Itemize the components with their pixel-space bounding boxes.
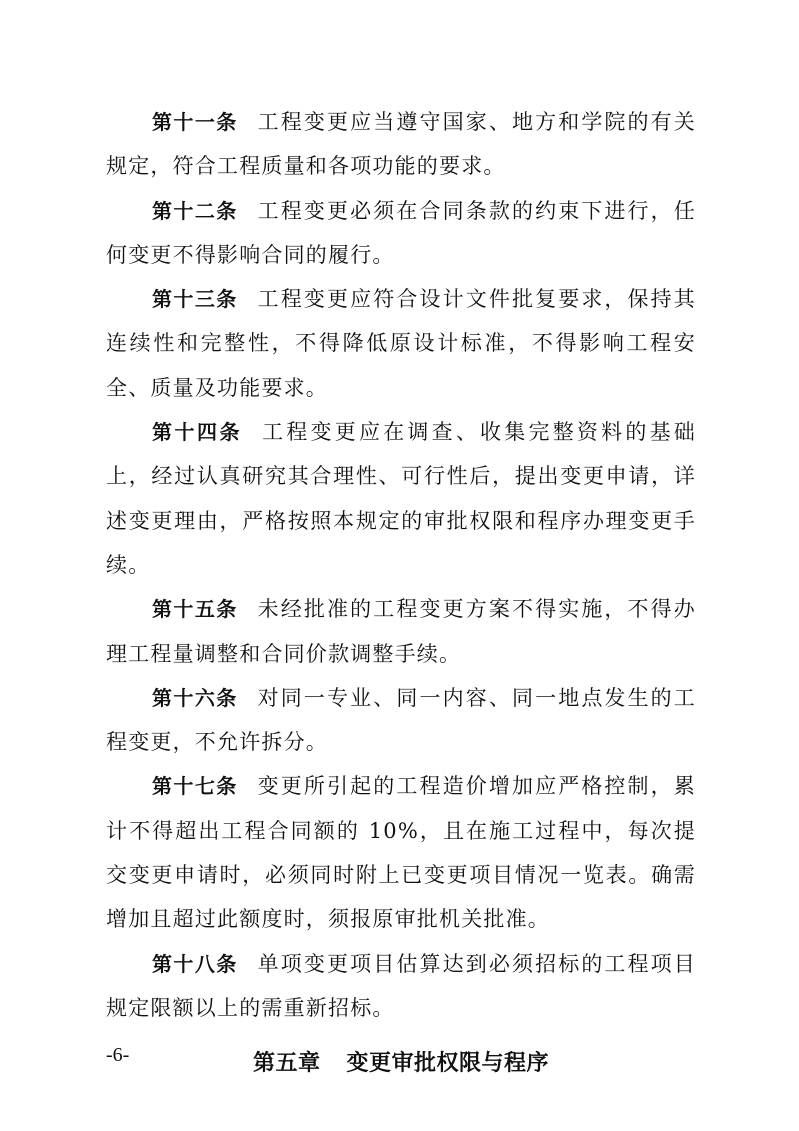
chapter-number: 第五章 [252, 1050, 321, 1077]
article-number: 第十三条 [152, 287, 238, 312]
article-13 [106, 277, 696, 410]
document-body [106, 100, 696, 1088]
article-16 [106, 676, 696, 765]
article-number: 第十八条 [152, 951, 238, 976]
article-11 [106, 100, 696, 189]
article-12 [106, 189, 696, 278]
article-15 [106, 587, 696, 676]
article-text: 工程变更应符合设计文件批复要求，保持其连续性和完整性，不得降低原设计标准，不得影响工程安全、质量及功能要求。 [106, 287, 696, 400]
chapter-heading [106, 1038, 696, 1088]
article-18 [106, 942, 696, 1031]
article-number: 第十六条 [152, 685, 238, 710]
page-number: -6- [106, 1044, 130, 1066]
article-text: 对同一专业、同一内容、同一地点发生的工程变更，不允许拆分。 [106, 685, 696, 755]
article-17 [106, 764, 696, 941]
article-number: 第十七条 [152, 774, 238, 799]
article-text: 单项变更项目估算达到必须招标的工程项目规定限额以上的需重新招标。 [106, 951, 696, 1020]
article-number: 第十一条 [152, 110, 238, 134]
article-number: 第十五条 [152, 597, 238, 622]
article-text: 工程变更应当遵守国家、地方和学院的有关规定，符合工程质量和各项功能的要求。 [106, 110, 696, 179]
article-number: 第十四条 [152, 420, 243, 445]
article-text: 变更所引起的工程造价增加应严格控制，累计不得超出工程合同额的 10%，且在施工过程中，每次提交变更申请时，必须同时附上已变更项目情况一览表。确需增加且超过此额度时，须报原审批机关批准。 [106, 774, 696, 932]
article-number: 第十二条 [152, 198, 238, 223]
article-text: 工程变更必须在合同条款的约束下进行，任何变更不得影响合同的履行。 [106, 198, 696, 267]
article-text: 工程变更应在调查、收集完整资料的基础上，经过认真研究其合理性、可行性后，提出变更申请，详述变更理由，严格按照本规定的审批权限和程序办理变更手续。 [106, 420, 696, 577]
article-14 [106, 410, 696, 587]
chapter-title: 变更审批权限与程序 [346, 1050, 550, 1077]
article-text: 未经批准的工程变更方案不得实施，不得办理工程量调整和合同价款调整手续。 [106, 597, 696, 666]
